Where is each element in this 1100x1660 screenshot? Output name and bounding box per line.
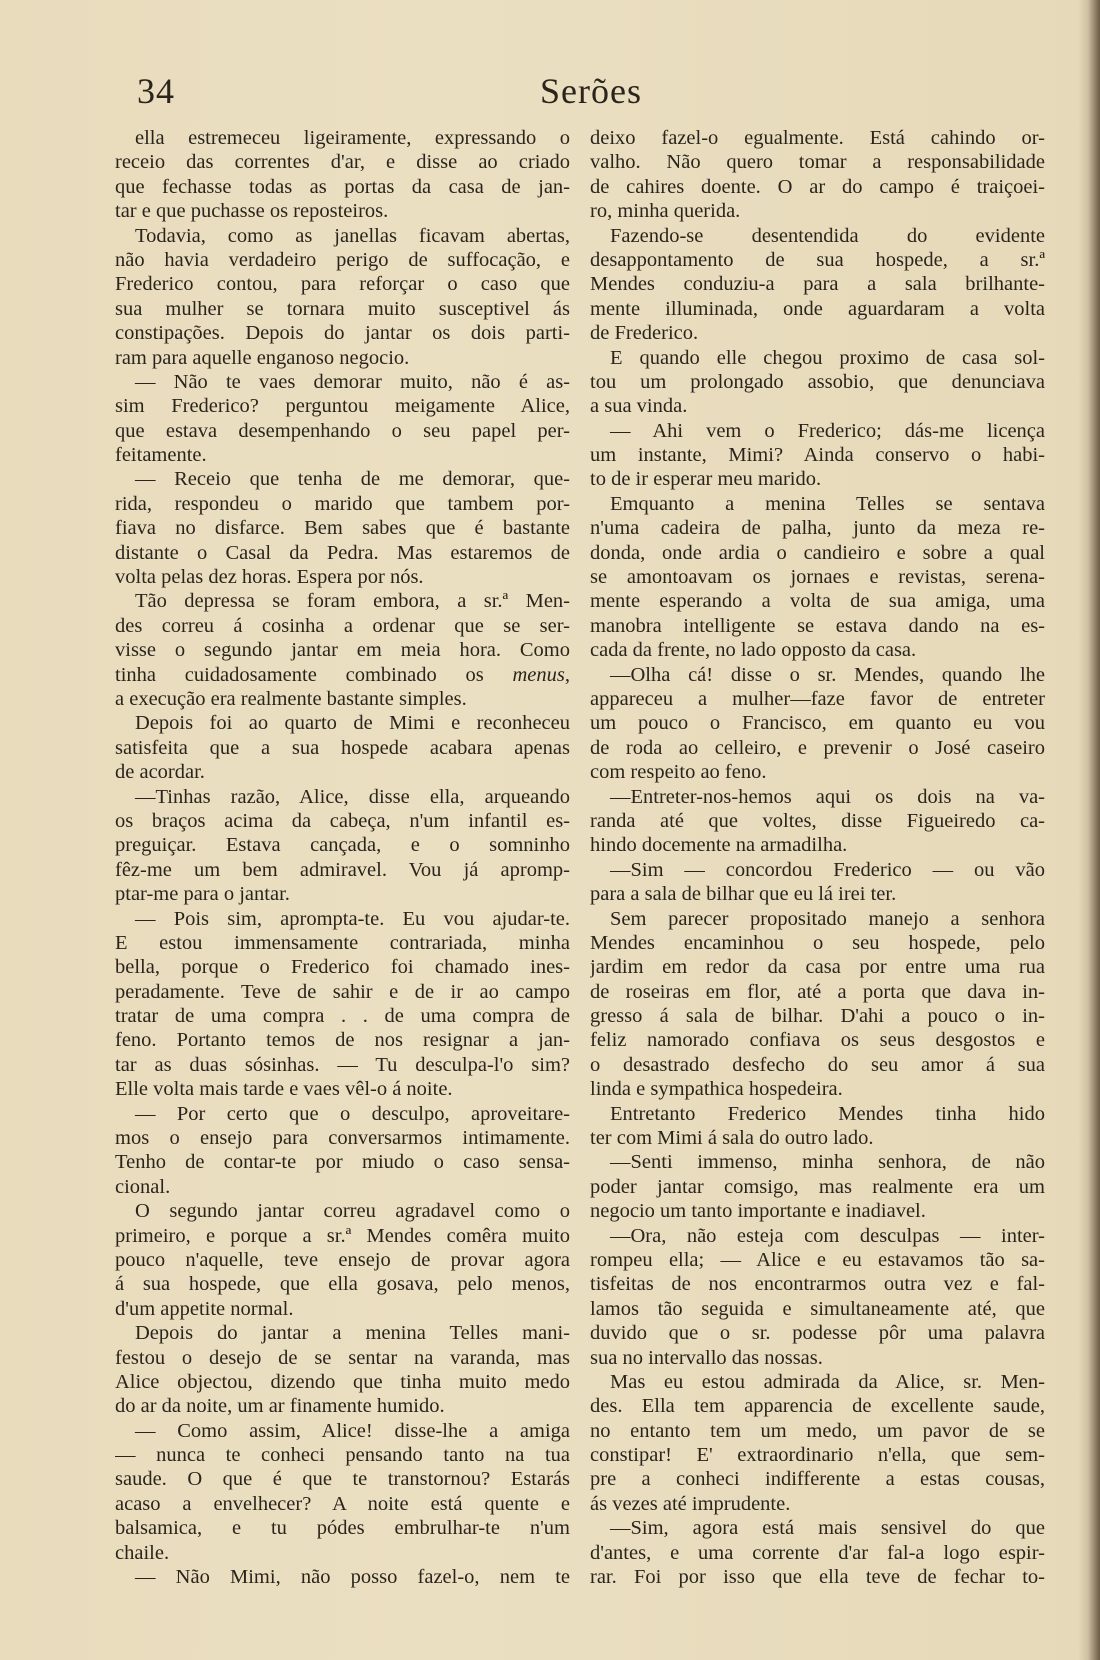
text-line: pouco n'aquelle, teve ensejo de provar agora — [115, 1248, 570, 1271]
text-line: des. Ella tem apparencia de excellente saude, — [590, 1395, 1045, 1418]
text-line: balsamica, e tu pódes embrulhar-te n'um — [115, 1517, 570, 1540]
page-number: 34 — [137, 71, 175, 111]
text-line: rompeu ella; — Alice e eu estavamos tão sa- — [590, 1248, 1045, 1271]
text-line: sim Frederico? perguntou meigamente Alice, — [115, 395, 570, 418]
text-line: desappontamento de sua hospede, a sr.ª — [590, 248, 1045, 271]
text-line: Tenho de contar-te por miudo o caso sensa- — [115, 1151, 570, 1174]
text-line: feliz namorado confiava os seus desgostos e — [590, 1029, 1045, 1052]
text-line: sua no intervallo das nossas. — [590, 1346, 823, 1369]
text-line: chaile. — [115, 1541, 170, 1564]
text-line: no entanto tem um medo, um pavor de se — [590, 1419, 1045, 1442]
text-line: constipar! E' extraordinario n'ella, que sem- — [590, 1444, 1045, 1467]
text-line: a sua vinda. — [590, 395, 688, 418]
text-line: preguiçar. Estava cançada, e o somninho — [115, 834, 570, 857]
text-line: visse o segundo jantar em meia hora. Como — [115, 639, 570, 662]
text-line: —Sim — concordou Frederico — ou vão — [610, 858, 1045, 881]
text-line: Frederico contou, para reforçar o caso que — [115, 273, 570, 296]
text-line: Todavia, como as janellas ficavam abertas, — [135, 224, 570, 247]
text-line: linda e sympathica hospedeira. — [590, 1078, 843, 1101]
text-line: de roseiras em flor, até a porta que dava in- — [590, 980, 1045, 1003]
text-line: — Ahi vem o Frederico; dás-me licença — [610, 419, 1045, 442]
text-line: do ar da noite, um ar finamente humido. — [115, 1395, 445, 1418]
text-line: tisfeitas de nos encontrarmos outra vez e fal- — [590, 1273, 1045, 1296]
text-line: Mendes encaminhou o seu hospede, pelo — [590, 931, 1045, 954]
text-line: Tão depressa se foram embora, a sr.ª Men- — [135, 590, 570, 613]
text-line: lamos tão seguida e simultaneamente até, que — [590, 1297, 1045, 1320]
text-line: peradamente. Teve de sahir e de ir ao campo — [115, 980, 570, 1003]
text-line: Emquanto a menina Telles se sentava — [610, 492, 1045, 515]
text-line: — Como assim, Alice! disse-lhe a amiga — [135, 1419, 570, 1442]
text-line: —Entreter-nos-hemos aqui os dois na va- — [610, 785, 1045, 808]
text-line: constipações. Depois do jantar os dois parti- — [115, 322, 570, 345]
text-line: saude. O que é que te transtornou? Estarás — [115, 1468, 570, 1491]
text-line: satisfeita que a sua hospede acabara apenas — [115, 736, 570, 759]
text-line: valho. Não quero tomar a responsabilidade — [590, 151, 1045, 174]
text-line: a execução era realmente bastante simples. — [115, 687, 467, 710]
text-line: des correu á cosinha a ordenar que se ser- — [115, 614, 570, 637]
text-line: ptar-me para o jantar. — [115, 883, 290, 906]
text-line: fiava no disfarce. Bem sabes que é bastante — [115, 517, 570, 540]
text-line: mos o ensejo para conversarmos intimamente. — [115, 1127, 570, 1150]
text-line: to de ir esperar meu marido. — [590, 468, 822, 491]
text-line: o desastrado desfecho do seu amor á sua — [590, 1053, 1045, 1076]
text-line: que estava desempenhando o seu papel per- — [115, 419, 570, 442]
text-line: — Receio que tenha de me demorar, que- — [135, 468, 570, 491]
text-line: para a sala de bilhar que eu lá irei ter. — [590, 883, 897, 906]
text-line: — Não te vaes demorar muito, não é as- — [135, 370, 570, 393]
text-line: que fechasse todas as portas da casa de jan- — [115, 175, 570, 198]
text-line: tar as duas sósinhas. — Tu desculpa-l'o sim? — [115, 1053, 570, 1076]
text-line: á sua hospede, que ella gosava, pelo menos, — [115, 1273, 570, 1296]
text-line: Entretanto Frederico Mendes tinha hido — [610, 1102, 1045, 1125]
text-line: ter com Mimi á sala do outro lado. — [590, 1127, 874, 1150]
text-line: d'antes, e uma corrente d'ar fal-a logo espir- — [590, 1541, 1045, 1564]
running-head: Serões — [540, 71, 642, 111]
text-line: feitamente. — [115, 444, 207, 467]
text-line: festou o desejo de se sentar na varanda, mas — [115, 1346, 570, 1369]
text-line: sua mulher se tornara muito susceptivel ás — [115, 297, 570, 320]
text-line: acaso a envelhecer? A noite está quente e — [115, 1492, 570, 1515]
text-line: —Ora, não esteja com desculpas — inter- — [610, 1224, 1045, 1247]
text-line: hindo docemente na armadilha. — [590, 834, 848, 857]
text-line: O segundo jantar correu agradavel como o — [135, 1200, 570, 1223]
text-line: distante o Casal da Pedra. Mas estaremos de — [115, 541, 570, 564]
text-line: n'uma cadeira de palha, junto da meza re- — [590, 517, 1045, 540]
text-line: gresso á sala de bilhar. D'ahi a pouco o in- — [590, 1005, 1045, 1028]
text-line: d'um appetite normal. — [115, 1297, 294, 1320]
text-line: E estou immensamente contrariada, minha — [115, 931, 570, 954]
text-line: Fazendo-se desentendida do evidente — [610, 224, 1045, 247]
text-line: — Pois sim, apromptа-te. Eu vou ajudar-te. — [135, 907, 570, 930]
text-line: manobra intelligente se estava dando na es- — [590, 614, 1045, 637]
text-line: bella, porque o Frederico foi chamado ines- — [115, 956, 570, 979]
text-line: Depois foi ao quarto de Mimi e reconheceu — [135, 712, 570, 735]
text-line: um instante, Mimi? Ainda conservo o habi- — [590, 444, 1045, 467]
text-line: randa até que voltes, disse Figueiredo ca- — [590, 809, 1045, 832]
text-line: poder jantar comsigo, mas realmente era um — [590, 1175, 1045, 1198]
text-line: receio das correntes d'ar, e disse ao criado — [115, 151, 570, 174]
text-line: —Sim, agora está mais sensivel do que — [610, 1517, 1045, 1540]
text-line: mente illuminada, onde aguardaram a volta — [590, 297, 1045, 320]
text-line: E quando elle chegou proximo de casa sol- — [610, 346, 1045, 369]
text-line: rar. Foi por isso que ella teve de fechar to- — [590, 1566, 1045, 1589]
text-line: de acordar. — [115, 761, 205, 784]
text-line: pre a conheci indifferente a estas cousas, — [590, 1468, 1045, 1491]
page-edge-shadow — [1078, 0, 1100, 1660]
text-line: se amontoavam os jornaes e revistas, serena- — [590, 566, 1045, 589]
text-line: cada da frente, no lado opposto da casa. — [590, 639, 917, 662]
text-line: Alice objectou, dizendo que tinha muito medo — [115, 1370, 570, 1393]
text-line: ro, minha querida. — [590, 200, 741, 223]
text-line: jardim em redor da casa por entre uma rua — [590, 956, 1045, 979]
text-line: volta pelas dez horas. Espera por nós. — [115, 566, 424, 589]
text-line: de cahires doente. O ar do campo é traiçoei- — [590, 175, 1045, 198]
text-line: — Por certo que o desculpo, aproveitare- — [135, 1102, 570, 1125]
text-line: com respeito ao feno. — [590, 761, 767, 784]
text-line: de roda ao celleiro, e prevenir o José caseiro — [590, 736, 1045, 759]
right-column — [590, 126, 1045, 1589]
text-line: deixo fazel-o egualmente. Está cahindo or- — [590, 127, 1045, 149]
text-line: —Senti immenso, minha senhora, de não — [610, 1151, 1045, 1174]
text-line: — Não Mimi, não posso fazel-o, nem te — [135, 1566, 570, 1589]
text-line: ram para aquelle enganoso negocio. — [115, 346, 410, 369]
text-line: um pouco o Francisco, em quanto eu vou — [590, 712, 1045, 735]
left-column — [115, 126, 570, 1589]
text-line: cional. — [115, 1175, 171, 1198]
text-line: tratar de uma compra . . de uma compra de — [115, 1005, 570, 1028]
text-line: Mas eu estou admirada da Alice, sr. Men- — [610, 1370, 1045, 1393]
text-line: não havia verdadeiro perigo de suffocação, e — [115, 248, 570, 271]
text-line: negocio um tanto importante e inadiavel. — [590, 1200, 926, 1223]
text-line: tinha cuidadosamente combinado os menus, — [115, 663, 570, 686]
text-line: Mendes conduziu-a para a sala brilhante- — [590, 273, 1045, 296]
text-line: ella estremeceu ligeiramente, expressando o — [135, 127, 570, 149]
text-line: os braços acima da cabeça, n'um infantil es- — [115, 809, 570, 832]
text-line: de Frederico. — [590, 322, 699, 345]
text-line: —Olha cá! disse o sr. Mendes, quando lhe — [610, 663, 1045, 686]
text-line: feno. Portanto temos de nos resignar a jan- — [115, 1029, 570, 1052]
text-line: —Tinhas razão, Alice, disse ella, arqueando — [135, 785, 570, 808]
text-line: — nunca te conheci pensando tanto na tua — [115, 1444, 570, 1467]
text-line: appareceu a mulher—faze favor de entreter — [590, 687, 1045, 710]
text-line: donda, onde ardia o candieiro e sobre a qual — [590, 541, 1045, 564]
text-line: tou um prolongado assobio, que denunciava — [590, 370, 1045, 393]
text-line: primeiro, e porque a sr.ª Mendes comêra muito — [115, 1224, 570, 1247]
text-line: fêz-me um bem admiravel. Vou já apromp- — [115, 858, 570, 881]
text-line: ás vezes até imprudente. — [590, 1492, 791, 1515]
text-line: Depois do jantar a menina Telles mani- — [135, 1322, 570, 1345]
text-line: rida, respondeu o marido que tambem por- — [115, 492, 570, 515]
text-line: Sem parecer propositado manejo a senhora — [610, 907, 1045, 930]
text-line: duvido que o sr. podesse pôr uma palavra — [590, 1322, 1045, 1345]
text-line: mente esperando a volta de sua amiga, uma — [590, 590, 1045, 613]
text-line: Elle volta mais tarde e vaes vêl-o á noite. — [115, 1078, 453, 1101]
text-line: tar e que puchasse os reposteiros. — [115, 200, 389, 223]
